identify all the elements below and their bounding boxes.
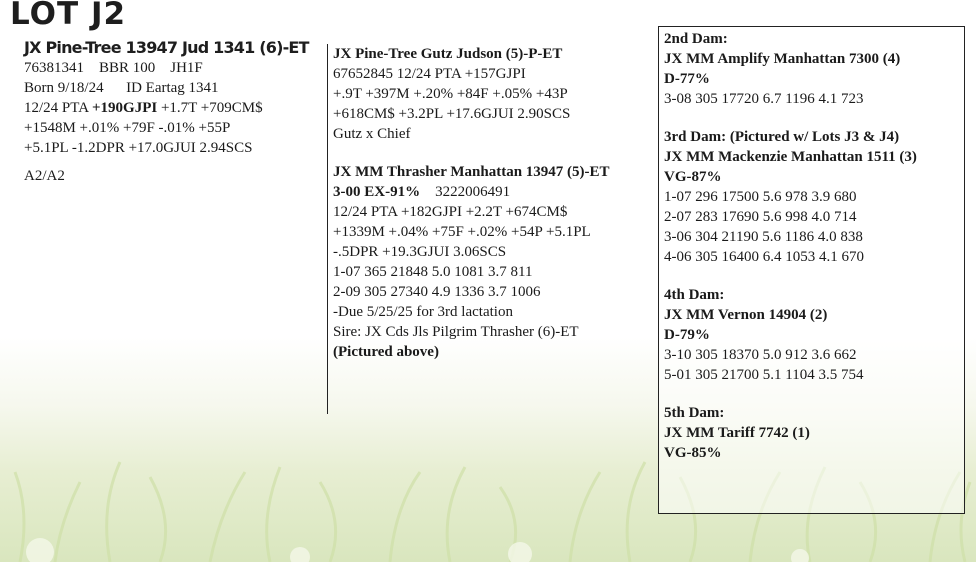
dam2-label: 2nd Dam: bbox=[664, 31, 728, 47]
bull-eartag: ID Eartag 1341 bbox=[126, 80, 219, 96]
dam3-record: 1-07 296 17500 5.6 978 3.9 680 bbox=[664, 189, 857, 205]
dam5-label: 5th Dam: bbox=[664, 405, 725, 421]
dam-score: 3-00 EX-91% bbox=[333, 184, 421, 200]
bull-name: JX Pine-Tree 13947 Jud 1341 (6)-ET bbox=[24, 38, 309, 57]
dam-reg: 3222006491 bbox=[435, 184, 511, 200]
sire-name: JX Pine-Tree Gutz Judson (5)-P-ET bbox=[333, 46, 563, 62]
lot-title: LOT J2 bbox=[10, 0, 127, 32]
sire-line: +618CM$ +3.2PL +17.6GJUI 2.90SCS bbox=[333, 106, 571, 122]
dam-line: Sire: JX Cds Jls Pilgrim Thrasher (6)-ET bbox=[333, 324, 579, 340]
sire-line: 67652845 12/24 PTA +157GJPI bbox=[333, 66, 526, 82]
dam5-name: JX MM Tariff 7742 (1) bbox=[664, 425, 810, 441]
dam-line: -Due 5/25/25 for 3rd lactation bbox=[333, 304, 513, 320]
sire-line: Gutz x Chief bbox=[333, 126, 411, 142]
dam4-record: 3-10 305 18370 5.0 912 3.6 662 bbox=[664, 347, 857, 363]
bull-pta-rest: +1.7T +709CM$ bbox=[157, 100, 263, 116]
bull-id-line bbox=[24, 58, 319, 78]
bull-reg: 76381341 bbox=[24, 60, 84, 76]
dam4-score: D-79% bbox=[664, 327, 710, 343]
dam3-record: 3-06 304 21190 5.6 1186 4.0 838 bbox=[664, 229, 863, 245]
dam-line: 2-09 305 27340 4.9 1336 3.7 1006 bbox=[333, 284, 541, 300]
dam4-name: JX MM Vernon 14904 (2) bbox=[664, 307, 828, 323]
bull-pta-prefix: 12/24 PTA bbox=[24, 100, 92, 116]
bull-gjpi: +190GJPI bbox=[91, 100, 158, 116]
dam-name: JX MM Thrasher Manhattan 13947 (5)-ET bbox=[333, 164, 610, 180]
dam5-score: VG-85% bbox=[664, 445, 722, 461]
dam-pictured-note: (Pictured above) bbox=[333, 344, 439, 360]
sire-dam-column bbox=[327, 44, 655, 414]
bull-pta-line bbox=[24, 98, 319, 118]
dam2-score: D-77% bbox=[664, 71, 710, 87]
bull-born: Born 9/18/24 bbox=[24, 80, 104, 96]
dam2-name: JX MM Amplify Manhattan 7300 (4) bbox=[664, 51, 901, 67]
dam3-name: JX MM Mackenzie Manhattan 1511 (3) bbox=[664, 149, 917, 165]
pedigree-box bbox=[658, 26, 965, 514]
dam3-record: 2-07 283 17690 5.6 998 4.0 714 bbox=[664, 209, 857, 225]
bull-haplotype: JH1F bbox=[170, 60, 203, 76]
dam3-record: 4-06 305 16400 6.4 1053 4.1 670 bbox=[664, 249, 864, 265]
bull-pta-line-3: +5.1PL -1.2DPR +17.0GJUI 2.94SCS bbox=[24, 140, 253, 156]
dam4-label: 4th Dam: bbox=[664, 287, 725, 303]
bull-a2-status: A2/A2 bbox=[24, 168, 65, 184]
sire-line: +.9T +397M +.20% +84F +.05% +43P bbox=[333, 86, 568, 102]
bull-bbr: BBR 100 bbox=[99, 60, 156, 76]
bull-born-line bbox=[24, 78, 319, 98]
dam-line: +1339M +.04% +75F +.02% +54P +5.1PL bbox=[333, 224, 591, 240]
dam3-label: 3rd Dam: (Pictured w/ Lots J3 & J4) bbox=[664, 129, 900, 145]
bull-info bbox=[24, 38, 319, 186]
dam-score-line bbox=[333, 182, 655, 202]
dam4-record: 5-01 305 21700 5.1 1104 3.5 754 bbox=[664, 367, 864, 383]
dam-line: 12/24 PTA +182GJPI +2.2T +674CM$ bbox=[333, 204, 568, 220]
bull-pta-line-2: +1548M +.01% +79F -.01% +55P bbox=[24, 120, 231, 136]
dam-line: -.5DPR +19.3GJUI 3.06SCS bbox=[333, 244, 507, 260]
dam3-score: VG-87% bbox=[664, 169, 722, 185]
dam2-record: 3-08 305 17720 6.7 1196 4.1 723 bbox=[664, 91, 864, 107]
dam-line: 1-07 365 21848 5.0 1081 3.7 811 bbox=[333, 264, 533, 280]
